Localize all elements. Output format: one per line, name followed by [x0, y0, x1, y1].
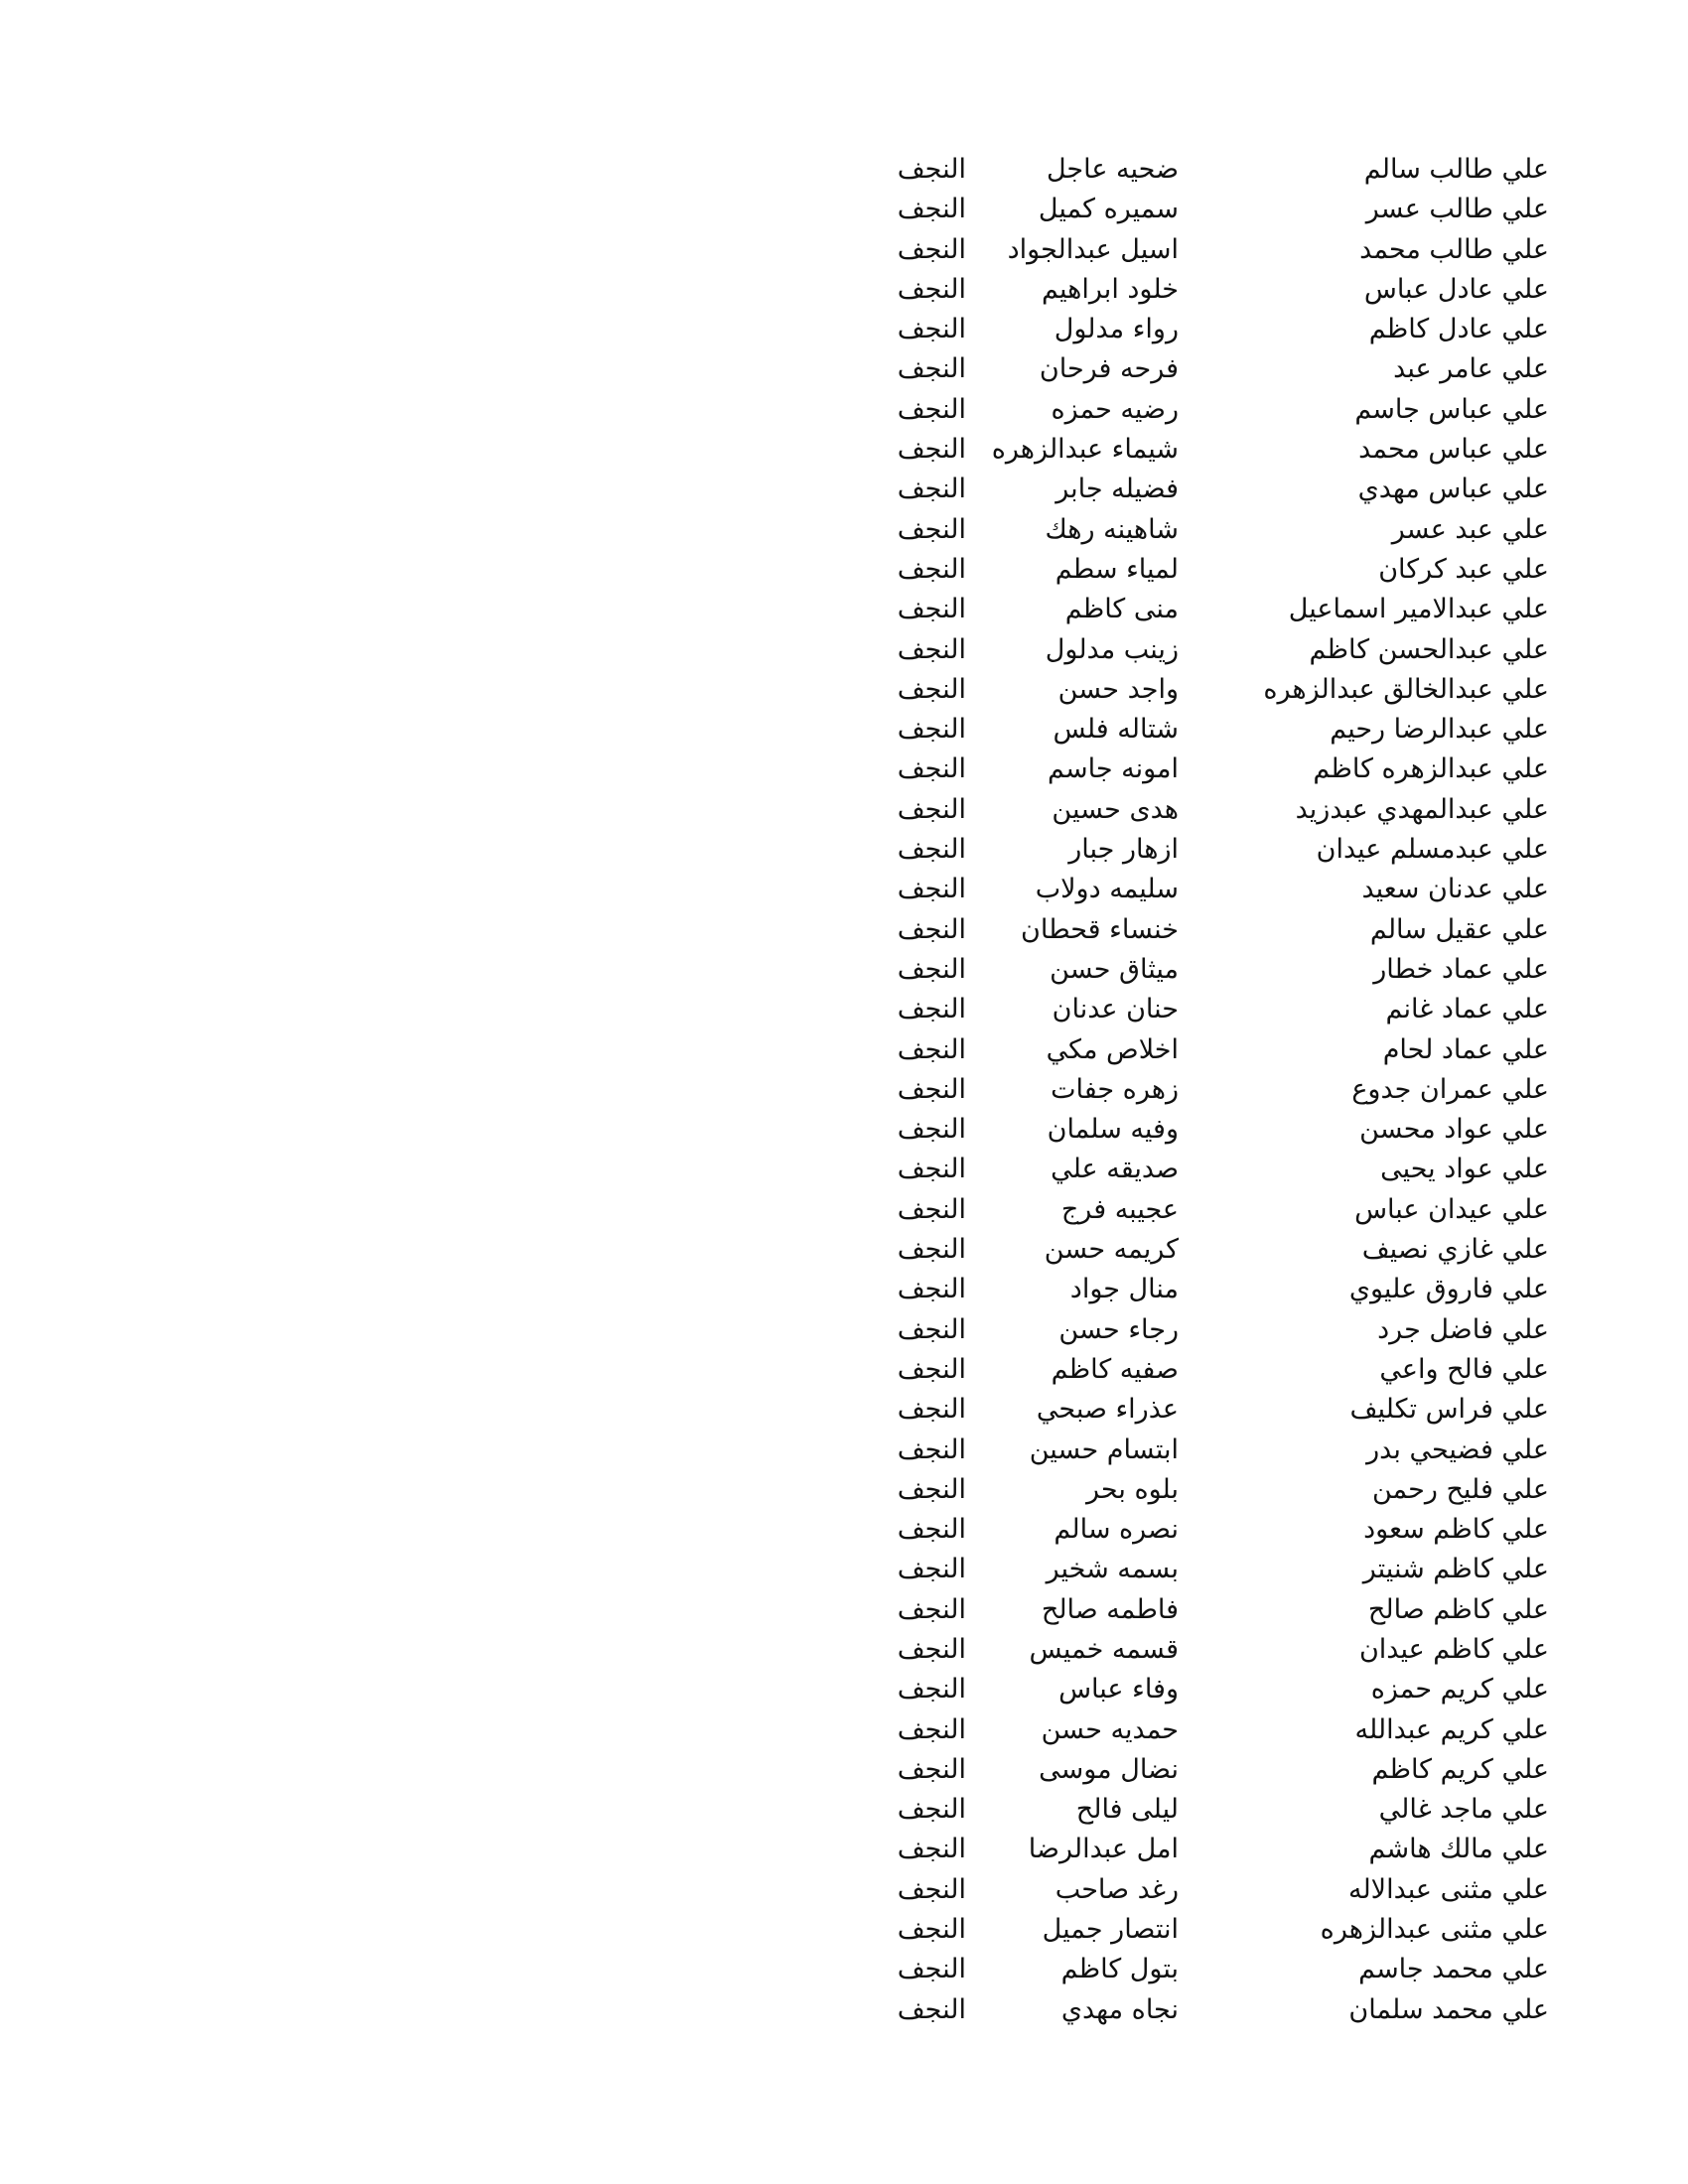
person-name: علي عبد كركان	[1378, 553, 1549, 585]
governorate: النجف	[897, 1274, 966, 1305]
list-row	[874, 1431, 1549, 1470]
governorate: النجف	[897, 594, 966, 625]
person-name: علي كريم كاظم	[1371, 1753, 1549, 1785]
governorate: النجف	[897, 434, 966, 466]
list-row	[874, 190, 1549, 229]
person-name: علي عادل عباس	[1363, 273, 1549, 305]
mother-name: صديقه علي	[1051, 1154, 1179, 1185]
governorate: النجف	[897, 353, 966, 385]
person-name: علي عماد غانم	[1385, 994, 1549, 1025]
governorate: النجف	[897, 1794, 966, 1826]
governorate: النجف	[897, 1073, 966, 1105]
mother-name: منال جواد	[1069, 1274, 1179, 1305]
governorate: النجف	[897, 1193, 966, 1225]
list-row	[874, 1950, 1549, 1989]
list-row	[874, 349, 1549, 389]
person-name: علي عواد محسن	[1359, 1114, 1549, 1146]
list-row	[874, 150, 1549, 190]
list-row	[874, 270, 1549, 310]
mother-name: كريمه حسن	[1044, 1234, 1179, 1266]
mother-name: شيماء عبدالزهره	[991, 434, 1179, 466]
person-name: علي كريم حمزه	[1370, 1674, 1549, 1706]
person-name: علي عبد عسر	[1391, 513, 1549, 545]
governorate: النجف	[897, 154, 966, 185]
governorate: النجف	[897, 1873, 966, 1905]
mother-name: وفاء عباس	[1058, 1674, 1179, 1706]
mother-name: ليلى فالح	[1075, 1794, 1179, 1826]
list-row	[874, 1310, 1549, 1350]
person-name: علي مثنى عبدالاله	[1347, 1873, 1549, 1905]
list-row	[874, 1990, 1549, 2030]
governorate: النجف	[897, 994, 966, 1025]
list-row	[874, 1750, 1549, 1790]
mother-name: حنان عدنان	[1052, 994, 1179, 1025]
mother-name: زينب مدلول	[1045, 633, 1179, 665]
mother-name: سميره كميل	[1038, 194, 1179, 225]
person-name: علي غازي نصيف	[1361, 1234, 1549, 1266]
mother-name: شاهينه رهك	[1045, 513, 1179, 545]
mother-name: خلود ابراهيم	[1042, 273, 1179, 305]
governorate: النجف	[897, 633, 966, 665]
governorate: النجف	[897, 1914, 966, 1946]
list-row	[874, 830, 1549, 870]
person-name: علي عبدالزهره كاظم	[1313, 753, 1549, 785]
governorate: النجف	[897, 1394, 966, 1426]
mother-name: لمياء سطم	[1055, 553, 1179, 585]
mother-name: بسمه شخير	[1046, 1554, 1179, 1585]
mother-name: ضحيه عاجل	[1046, 154, 1179, 185]
person-name: علي عبدالامير اسماعيل	[1288, 594, 1549, 625]
mother-name: بتول كاظم	[1060, 1954, 1179, 1985]
names-list	[874, 150, 1549, 2030]
mother-name: قسمه خميس	[1029, 1633, 1179, 1665]
mother-name: اسيل عبدالجواد	[1007, 233, 1179, 265]
mother-name: فاطمه صالح	[1041, 1593, 1179, 1625]
person-name: علي عبدالمهدي عبدزيد	[1295, 793, 1549, 825]
governorate: النجف	[897, 793, 966, 825]
person-name: علي عماد لحام	[1382, 1033, 1549, 1065]
mother-name: خنساء قحطان	[1021, 913, 1179, 945]
list-row	[874, 1470, 1549, 1510]
person-name: علي عدنان سعيد	[1361, 874, 1549, 905]
governorate: النجف	[897, 1713, 966, 1745]
mother-name: نجاه مهدي	[1060, 1993, 1179, 2025]
list-row	[874, 1830, 1549, 1869]
list-row	[874, 1510, 1549, 1550]
governorate: النجف	[897, 393, 966, 425]
mother-name: نضال موسى	[1039, 1753, 1179, 1785]
governorate: النجف	[897, 714, 966, 746]
list-row	[874, 230, 1549, 270]
mother-name: رجاء حسن	[1058, 1313, 1179, 1345]
list-row	[874, 310, 1549, 349]
governorate: النجف	[897, 1114, 966, 1146]
person-name: علي عقيل سالم	[1369, 913, 1549, 945]
list-row	[874, 550, 1549, 590]
governorate: النجف	[897, 553, 966, 585]
governorate: النجف	[897, 1554, 966, 1585]
list-row	[874, 790, 1549, 830]
governorate: النجف	[897, 1033, 966, 1065]
mother-name: ميثاق حسن	[1050, 953, 1179, 985]
person-name: علي عباس جاسم	[1354, 393, 1549, 425]
person-name: علي فليح رحمن	[1371, 1473, 1549, 1505]
list-row	[874, 630, 1549, 670]
governorate: النجف	[897, 314, 966, 345]
person-name: علي مثنى عبدالزهره	[1320, 1914, 1549, 1946]
list-row	[874, 870, 1549, 909]
governorate: النجف	[897, 1993, 966, 2025]
mother-name: واجد حسن	[1057, 673, 1179, 705]
person-name: علي كاظم سعود	[1363, 1514, 1549, 1546]
list-row	[874, 1230, 1549, 1270]
governorate: النجف	[897, 1154, 966, 1185]
governorate: النجف	[897, 1473, 966, 1505]
list-row	[874, 950, 1549, 990]
person-name: علي عمران جدوع	[1351, 1073, 1549, 1105]
list-row	[874, 1870, 1549, 1910]
governorate: النجف	[897, 1353, 966, 1385]
person-name: علي فاروق عليوي	[1348, 1274, 1549, 1305]
list-row	[874, 1150, 1549, 1189]
governorate: النجف	[897, 913, 966, 945]
list-row	[874, 590, 1549, 629]
governorate: النجف	[897, 513, 966, 545]
governorate: النجف	[897, 1313, 966, 1345]
governorate: النجف	[897, 1234, 966, 1266]
mother-name: شتاله فلس	[1053, 714, 1179, 746]
mother-name: انتصار جميل	[1042, 1914, 1179, 1946]
governorate: النجف	[897, 1633, 966, 1665]
mother-name: فضيله جابر	[1055, 474, 1179, 505]
person-name: علي طالب محمد	[1359, 233, 1549, 265]
mother-name: رواء مدلول	[1054, 314, 1179, 345]
mother-name: نصره سالم	[1054, 1514, 1179, 1546]
person-name: علي عباس مهدي	[1357, 474, 1549, 505]
governorate: النجف	[897, 1433, 966, 1465]
list-row	[874, 910, 1549, 950]
person-name: علي عامر عبد	[1393, 353, 1549, 385]
list-row	[874, 1710, 1549, 1750]
list-row	[874, 1270, 1549, 1309]
person-name: علي محمد سلمان	[1348, 1993, 1549, 2025]
list-row	[874, 1910, 1549, 1950]
person-name: علي كاظم شنيتر	[1362, 1554, 1549, 1585]
mother-name: سليمه دولاب	[1035, 874, 1179, 905]
governorate: النجف	[897, 1753, 966, 1785]
mother-name: اخلاص مكي	[1046, 1033, 1179, 1065]
person-name: علي طالب سالم	[1363, 154, 1549, 185]
list-row	[874, 1790, 1549, 1830]
person-name: علي فضيحي بدر	[1366, 1433, 1549, 1465]
mother-name: رغد صاحب	[1055, 1873, 1179, 1905]
mother-name: امونه جاسم	[1048, 753, 1179, 785]
list-row	[874, 470, 1549, 509]
governorate: النجف	[897, 474, 966, 505]
person-name: علي ماجد غالي	[1378, 1794, 1549, 1826]
list-row	[874, 1630, 1549, 1670]
list-row	[874, 1550, 1549, 1589]
governorate: النجف	[897, 1593, 966, 1625]
list-row	[874, 1350, 1549, 1390]
governorate: النجف	[897, 1514, 966, 1546]
person-name: علي كاظم عيدان	[1358, 1633, 1549, 1665]
list-row	[874, 990, 1549, 1029]
person-name: علي عباس محمد	[1358, 434, 1549, 466]
person-name: علي مالك هاشم	[1368, 1834, 1549, 1865]
mother-name: ازهار جبار	[1068, 834, 1179, 866]
governorate: النجف	[897, 273, 966, 305]
person-name: علي كاظم صالح	[1367, 1593, 1549, 1625]
governorate: النجف	[897, 834, 966, 866]
list-row	[874, 1390, 1549, 1430]
list-row	[874, 1110, 1549, 1150]
list-row	[874, 1670, 1549, 1709]
person-name: علي محمد جاسم	[1358, 1954, 1549, 1985]
governorate: النجف	[897, 1834, 966, 1865]
list-row	[874, 1590, 1549, 1630]
governorate: النجف	[897, 953, 966, 985]
mother-name: ابتسام حسين	[1029, 1433, 1179, 1465]
mother-name: هدى حسين	[1052, 793, 1179, 825]
mother-name: حمديه حسن	[1041, 1713, 1179, 1745]
list-row	[874, 430, 1549, 470]
governorate: النجف	[897, 673, 966, 705]
mother-name: فرحه فرحان	[1039, 353, 1179, 385]
mother-name: بلوه بحر	[1086, 1473, 1179, 1505]
person-name: علي كريم عبدالله	[1354, 1713, 1549, 1745]
governorate: النجف	[897, 1674, 966, 1706]
mother-name: صفيه كاظم	[1051, 1353, 1179, 1385]
list-row	[874, 670, 1549, 710]
person-name: علي فالح واعي	[1379, 1353, 1549, 1385]
governorate: النجف	[897, 233, 966, 265]
list-row	[874, 750, 1549, 789]
list-row	[874, 1190, 1549, 1230]
person-name: علي عبدالحسن كاظم	[1309, 633, 1549, 665]
mother-name: منى كاظم	[1064, 594, 1179, 625]
governorate: النجف	[897, 753, 966, 785]
mother-name: امل عبدالرضا	[1028, 1834, 1179, 1865]
person-name: علي عواد يحيى	[1380, 1154, 1549, 1185]
governorate: النجف	[897, 874, 966, 905]
governorate: النجف	[897, 1954, 966, 1985]
mother-name: عذراء صبحي	[1036, 1394, 1179, 1426]
person-name: علي عبدالرضا رحيم	[1330, 714, 1549, 746]
list-row	[874, 510, 1549, 550]
mother-name: وفيه سلمان	[1047, 1114, 1179, 1146]
person-name: علي طالب عسر	[1365, 194, 1549, 225]
list-row	[874, 1030, 1549, 1070]
list-row	[874, 710, 1549, 750]
person-name: علي فراس تكليف	[1349, 1394, 1549, 1426]
person-name: علي عبدمسلم عيدان	[1316, 834, 1549, 866]
person-name: علي عادل كاظم	[1368, 314, 1549, 345]
list-row	[874, 1070, 1549, 1110]
governorate: النجف	[897, 194, 966, 225]
mother-name: رضيه حمزه	[1051, 393, 1179, 425]
person-name: علي عبدالخالق عبدالزهره	[1263, 673, 1549, 705]
person-name: علي فاضل جرد	[1377, 1313, 1549, 1345]
person-name: علي عيدان عباس	[1354, 1193, 1549, 1225]
mother-name: زهره جفات	[1051, 1073, 1179, 1105]
person-name: علي عماد خطار	[1373, 953, 1549, 985]
list-row	[874, 390, 1549, 430]
mother-name: عجيبه فرج	[1060, 1193, 1179, 1225]
